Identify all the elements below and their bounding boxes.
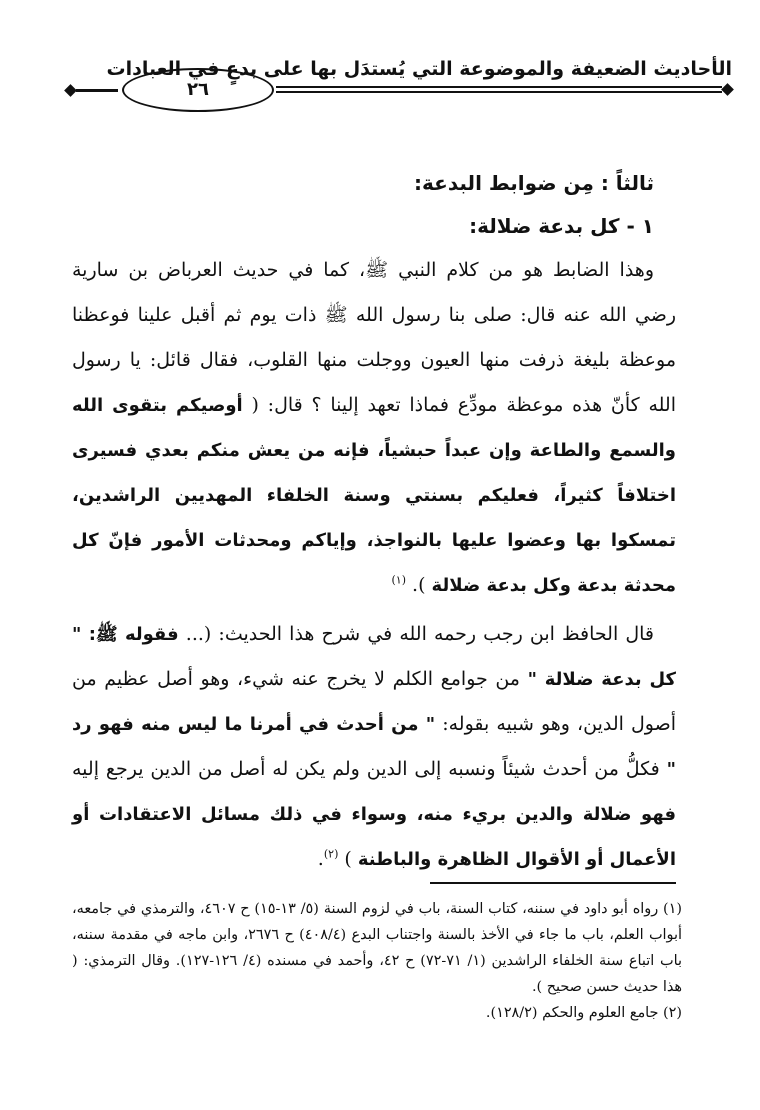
page-number: ٢٦ [122, 68, 274, 112]
footnote-ref-2[interactable]: (٢) [323, 847, 339, 861]
header-rule-bottom [276, 91, 722, 93]
quote-part-2: من جوامع الكلم لا يخرج عنه شيء، وهو أصل عظيم من أصول الدين، وهو شبيه بقوله: [72, 668, 676, 735]
paragraph-hadith [72, 248, 676, 608]
paragraph-intro: وهذا الضابط هو من كلام النبي ﷺ، كما في حديث العرباض بن سارية رضي الله عنه قال: صلى بنا رسول الله ﷺ ذات يوم ثم أقبل علينا فوعظنا موعظة بليغة ذرفت منها العيون ووجلت منها القلوب، فقال قائل: يا رسول الله كأنّ هذه موعظة مودِّع فماذا تعهد إلينا ؟ قال: ( [72, 259, 676, 416]
footnote-2: (٢) جامع العلوم والحكم (١٢٨/٢). [485, 1005, 682, 1021]
footnote-ref-1[interactable]: (١) [391, 573, 406, 587]
header-rule-top [276, 86, 722, 88]
paragraph-ibn-rajab [72, 612, 676, 882]
main-text [72, 160, 676, 882]
footnote-1: (١) رواه أبو داود في سننه، كتاب السنة، باب في لزوم السنة (٥/ ١٣-١٥) ح ٤٦٠٧، والترمذي في جامعه، أبواب العلم، باب ما جاء في الأخذ بالسنة واجتناب البدع (٤٠٨/٤) ح ٢٦٧٦، وابن ماجه في مقدمة سننه، باب اتباع سنة الخلفاء الراشدين (١/ ٧١-٧٢) ح ٤٢، وأحمد في مسنده (٤/ ١٢٦-١٢٧). وقال الترمذي: ( هذا حديث حسن صحيح ). [72, 901, 682, 995]
section-heading: ثالثاً : مِن ضوابط البدعة: [414, 171, 654, 195]
hadith-quote: أوصيكم بتقوى الله والسمع والطاعة وإن عبداً حبشياً، فإنه من يعش منكم بعدي فسيرى اختلافاً كثيراً، فعليكم بسنتي وسنة الخلفاء المهديين الراشدين، تمسكوا بها وعضوا عليها بالنواجذ، وإياكم ومحدثات الأمور فإنّ كل محدثة بدعة وكل بدعة ضلالة [72, 395, 676, 596]
quote-bold-2: " من أحدث في أمرنا ما ليس منه فهو رد " [72, 714, 676, 780]
running-header [62, 58, 732, 128]
footnote-separator [430, 882, 676, 884]
footnotes [72, 896, 682, 1026]
quote-part-3: فكلُّ من أحدث شيئاً ونسبه إلى الدين ولم يكن له أصل من الدين يرجع إليه [72, 758, 667, 780]
diamond-ornament-right [721, 83, 734, 96]
section-subheading: ١ - كل بدعة ضلالة: [469, 214, 654, 238]
paragraph-close: ). [412, 574, 432, 596]
quote-bold-1: فقوله ﷺ: " كل بدعة ضلالة " [72, 624, 677, 690]
quote-end: . [317, 848, 324, 870]
quote-close: ) [344, 848, 358, 870]
book-title: الأحاديث الضعيفة والموضوعة التي يُستدَل بها على بدعٍ في العبادات [106, 58, 732, 80]
diamond-ornament-left [64, 84, 77, 97]
quote-part-1: قال الحافظ ابن رجب رحمه الله في شرح هذا الحديث: (... [178, 623, 654, 645]
quote-bold-3: فهو ضلالة والدين بريء منه، وسواء في ذلك مسائل الاعتقادات أو الأعمال أو الأقوال الظاهرة والباطنة [72, 804, 676, 870]
header-rule-left [76, 89, 118, 92]
